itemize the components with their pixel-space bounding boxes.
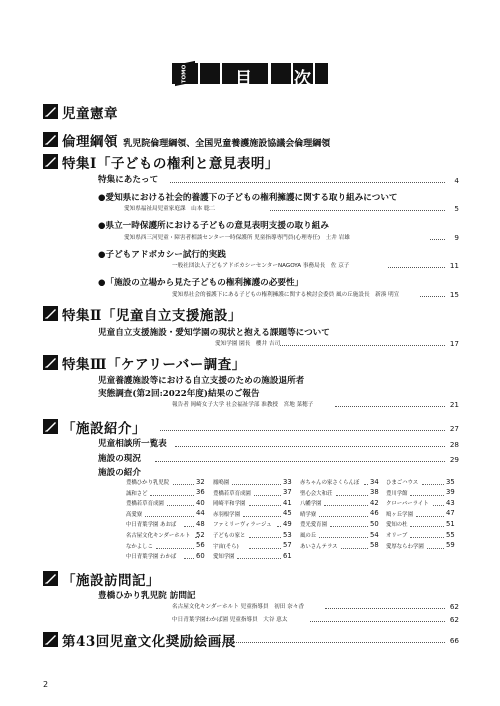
page-ref: 62 [449,602,459,611]
facility-page: 46 [370,509,379,518]
leader-dots [184,526,194,527]
entry-title: ●県立一時保護所における子どもの意見表明支援の取り組み [98,221,329,231]
leader-dots [410,537,444,538]
leader-dots [364,484,368,485]
facility-page: 57 [283,541,292,550]
leader-dots [410,526,444,527]
facility-page: 37 [283,488,292,497]
page-number: 2 [43,680,49,689]
facility-page: 53 [283,530,292,539]
section-title: 特集Ⅱ「児童自立支援施設」 [62,308,242,324]
leader-dots [324,505,368,506]
facility-name: 赤ちゃんの家さくらんぼ [300,480,360,486]
header-title-block-2 [293,63,313,89]
page-ref: 17 [449,339,459,348]
facility-page: 45 [283,509,292,518]
facility-name: 鳩ヶ丘学園 [386,511,413,518]
page-ref: 21 [449,400,459,409]
leader-dots [150,495,194,496]
leader-dots [249,505,281,506]
entry-title: 施設の現況 [98,454,141,464]
leader-dots [170,182,445,183]
pencil-marker-icon [43,571,58,586]
entry-title: 児童養護施設等における自立支援のための施設退所者 [98,376,305,386]
facility-name: クローバーライト [386,501,429,508]
leader-dots [416,516,444,517]
leader-dots [280,345,445,346]
section-title: 児童憲章 [62,106,118,122]
entry-author: 報告者 岡崎女子大学 社会福祉学部 准教授 宮地 菜穂子 [172,402,314,408]
pencil-marker-icon [43,632,58,647]
leader-dots [160,430,445,431]
facility-page: 55 [446,530,455,539]
leader-dots [433,505,444,506]
facility-name: 豊川学館 [386,490,408,497]
page-ref: 62 [449,615,459,624]
page-ref: 29 [449,455,459,464]
leader-dots [277,526,281,527]
entry-author: 一般社団法人子どもアドボカシーセンターNAGOYA 事務局長 佐 京子 [172,263,350,269]
entry-title: 児童自立支援施設・愛知学園の現状と抱える課題等について [98,328,330,338]
entry-author: 名古屋文化キンダーホルト 児童指導員 初田 奈々香 [172,604,304,610]
facility-page: 34 [370,477,379,486]
leader-dots [155,461,445,462]
entry-title: 施設の紹介 [98,468,141,478]
section-title [62,130,330,150]
facility-name: 高愛寮 [126,511,143,518]
facility-name: 豊橋ひかり乳児院 [126,480,170,486]
facility-name: 八幡学園 [300,501,322,508]
page-ref: 28 [449,440,459,449]
facility-page: 35 [446,477,455,486]
leader-dots [232,484,281,485]
pencil-marker-icon [43,306,58,321]
facility-page: 39 [446,488,455,497]
header-block [271,63,291,84]
facility-name: 中日青葉学園 わかば [126,554,177,561]
entry-author: 愛知県福祉局児童家庭課 山本 聡二 [124,206,216,212]
leader-dots [212,642,445,643]
leader-dots [243,516,281,517]
facility-page: 59 [446,541,455,550]
leader-dots [249,548,281,549]
leader-dots [184,558,194,559]
pencil-marker-icon [43,104,58,119]
facility-page: 61 [283,551,292,560]
facility-name: 子どもの家と [213,533,246,539]
tomo-badge [172,63,198,84]
leader-dots [420,296,445,297]
leader-dots [319,537,368,538]
page-title-part2: 次 [294,69,311,89]
facility-page: 54 [370,530,379,539]
entry-title: 実態調査(第2回:2022年度)結果のご報告 [98,389,260,399]
leader-dots [156,548,194,549]
entry-author: 愛知県西三河児童・障害者相談センター一時保護所 児童指導専門員(心理専任) 土井 岩雄 [124,235,350,241]
leader-dots [319,516,368,517]
facility-page: 40 [196,498,205,507]
leader-dots [249,537,281,538]
facility-page: 36 [196,488,205,497]
leader-dots [335,406,445,407]
header-block [315,63,328,84]
facility-page: 33 [283,477,292,486]
section-title-text: 倫理綱領 [62,134,118,150]
page-ref: 11 [449,261,459,270]
section-title: 第43回児童文化奨励絵画展 [62,634,236,650]
facility-page: 42 [370,498,379,507]
facility-name: 赤羽根学園 [213,511,240,518]
facility-page: 56 [196,541,205,550]
leader-dots [145,516,194,517]
leader-dots [336,495,368,496]
facility-page: 41 [283,498,292,507]
leader-dots [330,526,368,527]
facility-name: 中日青葉学園 あおば [126,522,177,529]
facility-page: 52 [196,530,205,539]
page-ref: 4 [454,176,459,185]
leader-dots [173,484,194,485]
page-ref: 5 [454,204,459,213]
facility-name: 豊橋若草育成園 [126,501,164,508]
page-ref: 66 [449,636,459,645]
leader-dots [325,608,445,609]
facility-name: 愛知の杜 [386,522,408,529]
leader-dots [254,495,281,496]
header-block [200,63,220,84]
pencil-marker-icon [43,132,58,147]
pencil-marker-icon [43,419,58,434]
leader-dots [237,558,281,559]
facility-name: ファミリーヴィラージュ [213,522,272,529]
leader-dots [427,548,444,549]
entry-title: ●子どもアドボカシー試行的実践 [98,250,226,260]
facility-page: 51 [446,519,455,528]
section-title: 特集Ⅲ「ケアリーバー調査」 [62,357,246,373]
facility-name: 豊橋若草育成園 [213,490,251,497]
entry-title: 児童相談所一覧表 [98,439,167,449]
section-title: 特集Ⅰ「子どもの権利と意見表明」 [62,156,279,172]
facility-page: 32 [196,477,205,486]
header-title-block-1 [222,63,268,89]
entry-author: 愛知県社会的養護下にある子どもの権利擁護に関する検討会委員 風の丘施設長 新湊 明宣 [172,292,400,298]
page-ref: 9 [454,233,459,242]
facility-page: 48 [196,519,205,528]
facility-page: 47 [446,509,455,518]
facility-page: 43 [446,498,455,507]
leader-dots [410,495,444,496]
facility-name: 鳳鳴園 [213,480,230,486]
pencil-marker-icon [43,154,58,169]
facility-name: 愛知学園 [213,554,235,561]
section-title: 「施設訪問記」 [62,573,160,589]
facility-name: 名古屋文化キンダーホルト [126,533,191,539]
page-ref: 27 [449,424,459,433]
leader-dots [341,548,368,549]
facility-page: 49 [283,519,292,528]
entry-title: ●愛知県における社会的養護下の子どもの権利擁護に関する取り組みについて [98,193,398,203]
entry-author: 愛知学園 園長 櫻井 吉司 [215,341,281,347]
entry-title: 豊橋ひかり乳児院 訪問記 [98,591,196,601]
facility-name: 風の丘 [300,533,317,539]
leader-dots [430,239,445,240]
page-ref: 15 [449,290,459,299]
leader-dots [175,446,445,447]
facility-name: オリーブ [386,533,408,539]
facility-name: 岡崎平和学園 [213,501,246,508]
facility-name: 豊光愛育園 [300,522,327,529]
pencil-marker-icon [43,355,58,370]
leader-dots [167,505,194,506]
entry-title: 特集にあたって [98,175,159,185]
facility-page: 38 [370,488,379,497]
facility-name: 晴学寮 [300,511,317,518]
leader-dots [310,621,445,622]
facility-name: なかよしこ [126,543,153,550]
leader-dots [388,267,445,268]
leader-dots [422,484,444,485]
facility-page: 60 [196,551,205,560]
facility-name: 愛厚ならわ学園 [386,543,424,550]
facility-name: 誠和さど [126,490,148,497]
facility-page: 50 [370,519,379,528]
tomo-label: TOMO [181,64,188,84]
entry-author: 中日青葉学園わかば園 児童指導員 大谷 恵太 [172,617,288,623]
facility-name: 聖心会大和荘 [300,490,333,497]
facility-name: あいさんテラス [300,543,338,550]
leader-dots [270,210,445,211]
page-title-part1: 目 [235,69,252,89]
entry-title: ●「施設の立場から見た子どもの権利擁護の必要性」 [98,278,304,288]
facility-name: ひまごハウス [386,480,419,486]
facility-page: 44 [196,509,205,518]
section-subtitle: 乳児院倫理綱領、全国児童養護施設協議会倫理綱領 [123,139,331,149]
facility-page: 58 [370,541,379,550]
facility-name: 宇宙(そら) [213,543,239,550]
section-title: 「施設紹介」 [62,421,146,437]
